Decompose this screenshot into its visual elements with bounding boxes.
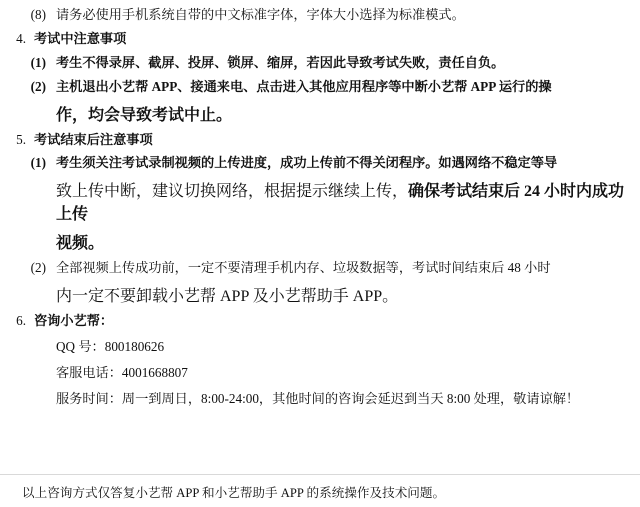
- footer-divider: [0, 474, 640, 475]
- list-marker: 6.: [16, 313, 26, 329]
- list-item-4-1: [0, 55, 640, 72]
- list-text: 考试中注意事项: [34, 30, 127, 46]
- list-text: 请务必使用手机系统自带的中文标准字体，字体大小选择为标准模式。: [56, 7, 465, 22]
- list-text-normal: 致上传中断，建议切换网络，根据提示继续上传，: [56, 183, 409, 201]
- list-text: 主机退出小艺帮 APP、接通来电、点击进入其他应用程序等中断小艺帮 APP 运行的操: [56, 78, 552, 94]
- list-marker: (8): [30, 7, 46, 22]
- list-marker: (2): [30, 260, 46, 276]
- list-item-5-1-continued: [0, 178, 640, 224]
- list-item-5-1: [0, 155, 640, 172]
- list-item-5-2: [0, 260, 640, 277]
- list-text: 全部视频上传成功前，一定不要清理手机内存、垃圾数据等，考试时间结束后 48 小时: [56, 260, 551, 276]
- list-marker: (1): [30, 155, 46, 171]
- list-item-4: [0, 31, 640, 48]
- contact-service-hours: 服务时间：周一到周日，8:00-24:00，其他时间的咨询会延迟到当天 8:00 处理，敬请谅解！: [56, 390, 580, 406]
- contact-qq: QQ 号：800180626: [56, 339, 165, 355]
- list-item-4-2: [0, 79, 640, 96]
- list-marker: 4.: [16, 30, 26, 46]
- list-item-5: [0, 132, 640, 149]
- list-item-5-2-continued: 内一定不要卸载小艺帮 APP 及小艺帮助手 APP。: [56, 288, 399, 306]
- list-text-emphasis: 确保考试结束后 24 小时内成功上传: [56, 183, 625, 224]
- contact-phone: 客服电话：4001668807: [56, 365, 188, 381]
- list-text: 考生须关注考试录制视频的上传进度，成功上传前不得关闭程序。如遇网络不稳定等导: [56, 155, 558, 171]
- list-text: 考试结束后注意事项: [34, 131, 153, 147]
- list-item-8: [0, 7, 640, 24]
- list-item-5-1-continued-2: 视频。: [56, 235, 105, 253]
- list-item-6: [0, 313, 640, 330]
- footer-note: 以上咨询方式仅答复小艺帮 APP 和小艺帮助手 APP 的系统操作及技术问题。: [22, 485, 446, 500]
- list-text: 咨询小艺帮：: [34, 313, 114, 329]
- list-marker: (2): [30, 78, 46, 94]
- list-marker: 5.: [16, 131, 26, 147]
- list-item-4-2-continued: 作，均会导致考试中止。: [56, 106, 233, 124]
- list-text: 考生不得录屏、截屏、投屏、锁屏、缩屏，若因此导致考试失败，责任自负。: [56, 54, 505, 70]
- list-marker: (1): [30, 54, 46, 70]
- document-page: [0, 7, 640, 507]
